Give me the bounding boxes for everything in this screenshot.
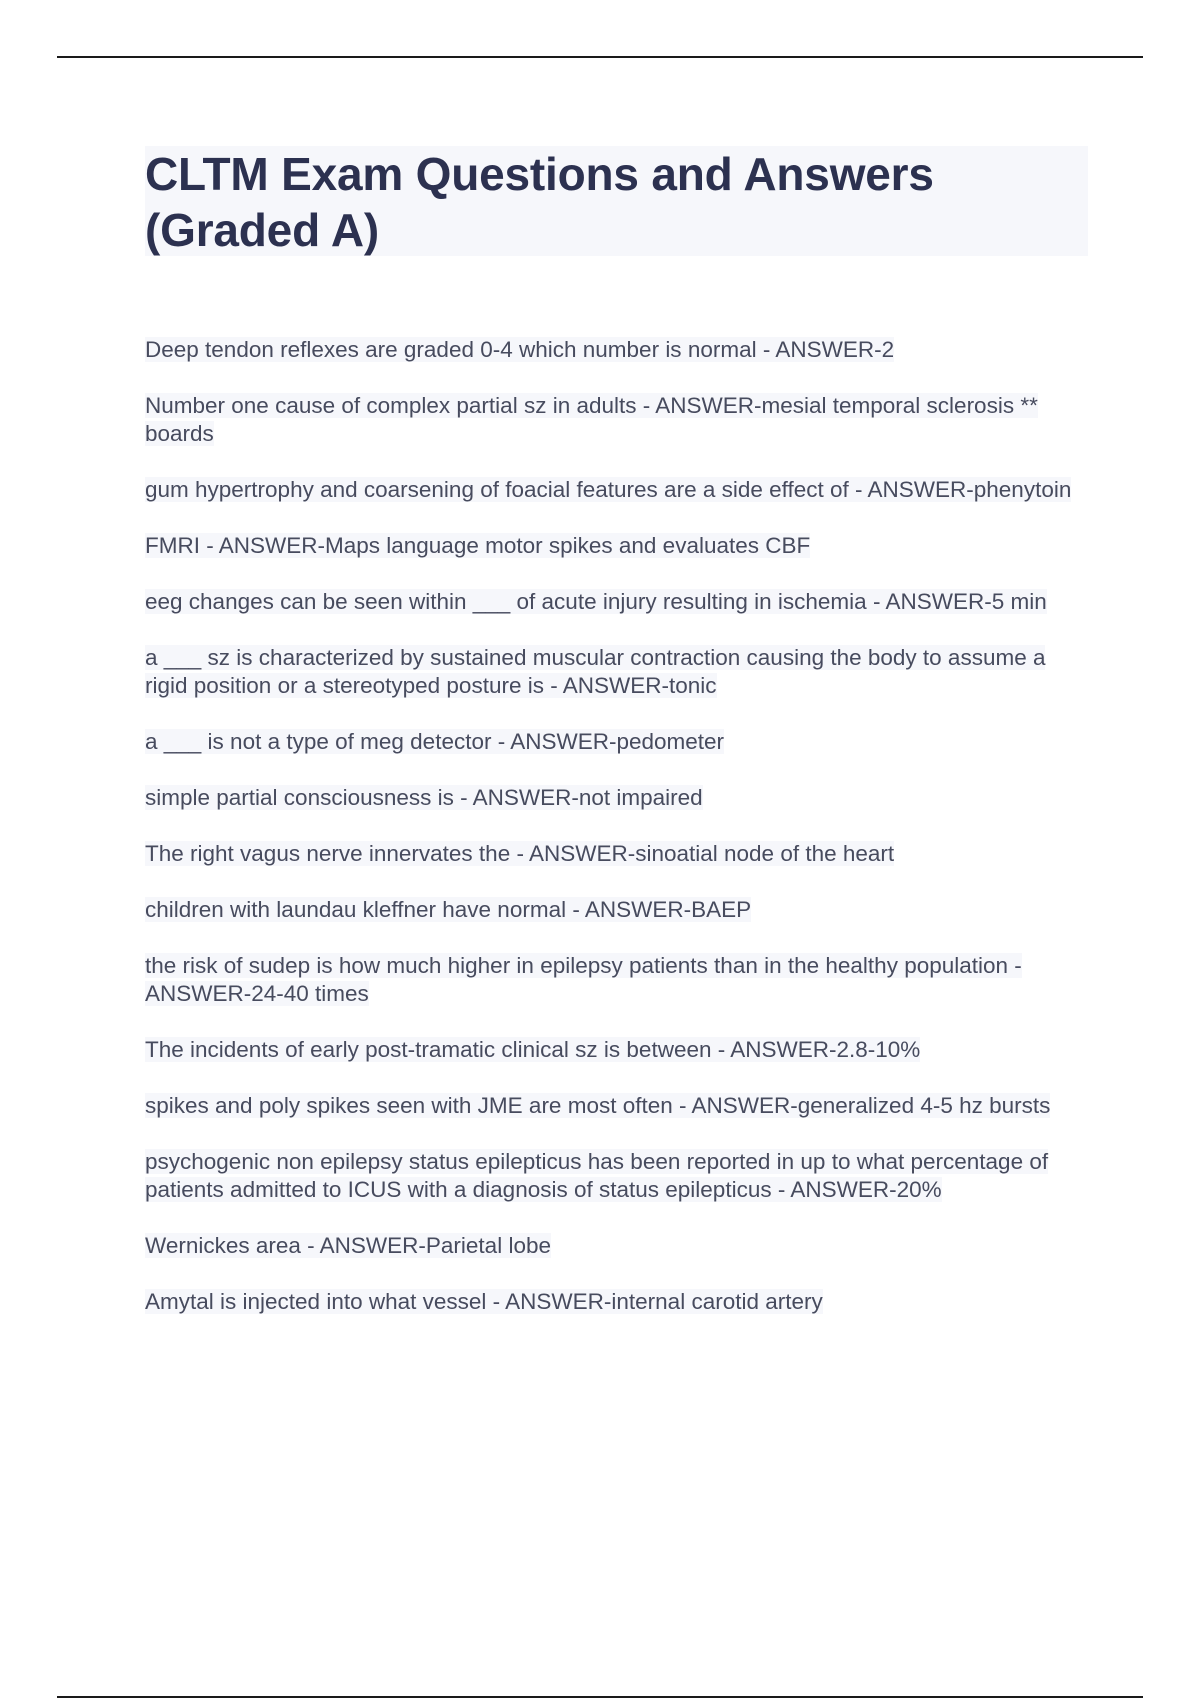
- qa-item: [145, 784, 1090, 812]
- qa-item: [145, 840, 1090, 868]
- qa-item: [145, 1232, 1090, 1260]
- qa-text: Deep tendon reflexes are graded 0-4 which number is normal - ANSWER-2: [145, 337, 895, 362]
- qa-item: [145, 336, 1090, 364]
- top-divider: [57, 56, 1143, 58]
- qa-item: [145, 644, 1090, 700]
- title-block: [145, 146, 1088, 256]
- qa-item: [145, 532, 1090, 560]
- qa-text: children with laundau kleffner have normal - ANSWER-BAEP: [145, 897, 752, 922]
- qa-text: The right vagus nerve innervates the - ANSWER-sinoatial node of the heart: [145, 841, 895, 866]
- qa-text: gum hypertrophy and coarsening of foacial features are a side effect of - ANSWER-phenytoin: [145, 477, 1072, 502]
- qa-item: [145, 476, 1090, 504]
- qa-text: The incidents of early post-tramatic clinical sz is between - ANSWER-2.8-10%: [145, 1037, 921, 1062]
- qa-item: [145, 728, 1090, 756]
- qa-text: simple partial consciousness is - ANSWER-not impaired: [145, 785, 703, 810]
- qa-text: the risk of sudep is how much higher in epilepsy patients than in the healthy population - ANSWER-24-40 times: [145, 953, 1022, 1006]
- qa-text: Wernickes area - ANSWER-Parietal lobe: [145, 1233, 551, 1258]
- qa-text: a ___ sz is characterized by sustained muscular contraction causing the body to assume a rigid position or a stereotyped posture is - ANSWER-tonic: [145, 645, 1046, 698]
- qa-item: [145, 392, 1090, 448]
- qa-item: [145, 1148, 1090, 1204]
- qa-text: psychogenic non epilepsy status epilepticus has been reported in up to what percentage of patients admitted to ICUS with a diagnosis of status epilepticus - ANSWER-20%: [145, 1149, 1049, 1202]
- qa-item: [145, 588, 1090, 616]
- qa-text: a ___ is not a type of meg detector - ANSWER-pedometer: [145, 729, 725, 754]
- qa-item: [145, 952, 1090, 1008]
- qa-item: [145, 1036, 1090, 1064]
- bottom-divider: [57, 1696, 1143, 1698]
- qa-text: spikes and poly spikes seen with JME are most often - ANSWER-generalized 4-5 hz bursts: [145, 1093, 1051, 1118]
- qa-list: [145, 336, 1090, 1344]
- qa-text: Number one cause of complex partial sz in adults - ANSWER-mesial temporal sclerosis ** boards: [145, 393, 1038, 446]
- qa-text: Amytal is injected into what vessel - ANSWER-internal carotid artery: [145, 1289, 823, 1314]
- document-title: CLTM Exam Questions and Answers (Graded A): [145, 148, 934, 256]
- qa-text: FMRI - ANSWER-Maps language motor spikes and evaluates CBF: [145, 533, 811, 558]
- qa-item: [145, 896, 1090, 924]
- qa-item: [145, 1092, 1090, 1120]
- qa-text: eeg changes can be seen within ___ of acute injury resulting in ischemia - ANSWER-5 min: [145, 589, 1047, 614]
- qa-item: [145, 1288, 1090, 1316]
